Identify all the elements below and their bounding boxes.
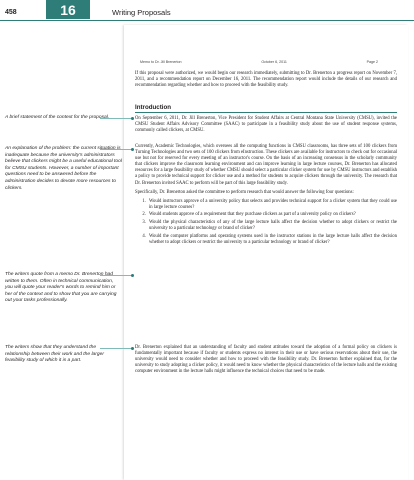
annotation-dot: [131, 347, 134, 350]
paragraph-text: Dr. Brenerton explained that an understanding of faculty and student attitudes toward the adoption of a formal policy on clickers is fundamentally important because if faculty or students express no interest in their use or have serious reservations about their use, the university would need to consider whether and how to proceed with the feasibility study. Dr. Brenerton further explained that, for the university to study adopting a clicker policy, it would need to know whether the physical characteristics of the lecture halls and the existing computer environment in the lecture halls might influence the technical choices that need to be made.: [135, 345, 397, 375]
annotation-problem: An explanation of the problem: the current situation is inadequate because the university's administrators believe that clickers might be a useful educational tool for CMSU students. However, a number of important questions need to be answered before the administration decides to devote more resources to clickers.: [5, 146, 122, 191]
annotation-relationship: The writers show that they understand the relationship between their work and the larger feasibility study of which it is a part.: [5, 345, 104, 364]
memo-date: October 6, 2011: [261, 60, 287, 64]
annotation-dot: [131, 117, 134, 120]
questions-list: [135, 199, 397, 246]
annotation-connector: [100, 149, 133, 150]
list-item: 4. Would the computer platforms and operating systems used in the instructor stations in the large lecture halls affect the decision whether to adopt clickers or restrict the university to a particular technology or brand of clicker?: [147, 234, 397, 246]
memo-header: [140, 60, 378, 64]
list-item: 3. Would the physical characteristics of any of the large lecture halls affect the decision whether to adopt clickers or restrict the university to a particular technology or brand of clicker?: [147, 220, 397, 232]
memo-page-number: Page 2: [366, 60, 378, 64]
intro-paragraph: [135, 71, 397, 92]
annotation-context: A brief statement of the context for the proposal.: [5, 115, 110, 120]
memo-page: [124, 25, 408, 480]
heading-rule: [135, 112, 397, 113]
section-heading: Introduction: [135, 104, 172, 111]
paragraph-text: Currently, Academic Technologies, which oversees all the computing functions in CMSU classrooms, has three sets of 100 clickers from Turning Technologies and two sets of 100 clickers from eInstruction. These clickers are available for instructors to check out for occasional use but not for reserved for every meeting of an instructor's course. On the basis of an increasing consensus in the scholarly community that clickers improve the classroom learning environment and can improve learning in large lecture courses, Dr. Brenerton has allocated resources for a large feasibility study of whether CMSU should select a particular clicker system for use by CMSU instructors and establish a policy to provide technical support for clicker use and a method for students to acquire clickers through the university. The research that Dr. Brenerton invited SAAC to perform will be part of this large feasibility study.: [135, 144, 397, 186]
page-number: 458: [5, 9, 17, 16]
paragraph-text: On September 6, 2011, Dr. Jill Brenerton, Vice President for Student Affairs at Central Montana State University (CMSU), invited the CMSU Student Affairs Advisory Committee (SAAC) to participate in a feasibility study about the use of student response systems, commonly called clickers, at CMSU.: [135, 116, 397, 134]
paragraph-context: [135, 116, 397, 137]
annotation-dot: [131, 274, 134, 277]
annotation-dot: [131, 148, 134, 151]
list-item: 1. Would instructors approve of a university policy that selects and provides technical support for a clicker system that they could use in large lecture courses?: [147, 199, 397, 211]
memo-recipient: Memo to Dr. Jill Brenerton: [140, 60, 182, 64]
list-item: 2. Would students approve of a requirement that they purchase clickers as part of a university policy on clickers?: [147, 212, 397, 218]
annotation-connector: [100, 118, 133, 119]
chapter-title: Writing Proposals: [112, 8, 171, 17]
annotation-connector: [100, 275, 133, 276]
paragraph-problem: [135, 144, 397, 249]
paragraph-text: Specifically, Dr. Brenerton asked the committee to perform research that would answer the following four questions:: [135, 189, 354, 195]
annotation-connector: [100, 348, 133, 349]
intro-text: If this proposal were authorized, we would begin our research immediately, submitting to Dr. Brenerton a progress report on November 7, 2011, and a recommendation report on December 16, 2011. The recommendation report would include the details of our research and recommendation regarding whether and how to proceed with the feasibility study.: [135, 71, 397, 89]
header-rule: [0, 20, 414, 21]
chapter-badge: 16: [46, 0, 90, 19]
annotation-quote: The writers quote from a memo Dr. Brenerton had written to them. Often in technical communication, you will quote your reader's words to remind him or her of the context and to show that you are carrying out your tasks professionally.: [5, 272, 117, 304]
paragraph-relationship: [135, 345, 397, 378]
